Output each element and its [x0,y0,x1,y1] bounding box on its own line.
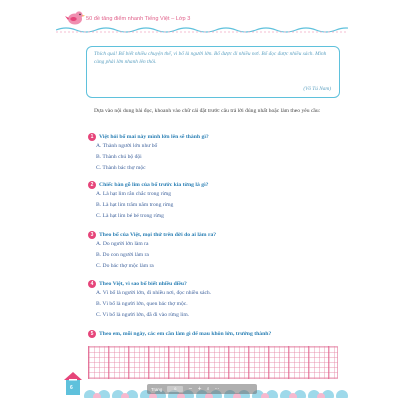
answer-option-c[interactable]: C. Vì bố là người lớn, đã đi vào rừng lim. [96,311,190,318]
answer-option-c[interactable]: C. Thành bác thợ mộc [96,164,146,171]
page-number: 6 [70,385,73,391]
header-divider [56,26,348,34]
question-text: Chiếc bàn gỗ lim của bố trước kia từng là gì? [99,181,209,188]
question-text: Theo Việt, vì sao bố biết nhiều điều? [99,280,187,287]
instruction-text: Dựa vào nội dung bài đọc, khoanh vào chữ cái đặt trước câu trả lời đúng nhất hoặc làm theo yêu cầu: [94,108,321,114]
passage-author: (Võ Tú Nam) [303,86,331,92]
answer-option-a[interactable]: A. Do người lớn làm ra [96,241,149,247]
answer-option-a[interactable]: A. Vì bố là người lớn, đi nhiều nơi, đọc nhiều sách. [96,290,212,296]
plus-icon[interactable]: + [197,385,202,392]
answer-option-b[interactable]: B. Thành chú bộ đội [96,153,142,160]
minus-icon[interactable]: − [188,385,193,392]
answer-option-a[interactable]: A. Là hạt lim rắn chắc trong rừng [96,191,172,197]
answer-option-c[interactable]: C. Do bác thợ mộc làm ra [96,262,154,269]
page-input[interactable]: 6 [167,386,183,392]
question-3 [88,230,342,271]
question-text: Theo bố của Việt, mọi thứ trên đời do ai làm ra? [99,231,217,238]
handwriting-grid-guides [88,346,338,379]
question-number: 5 [88,330,96,338]
document-viewer-toolbar [147,384,257,394]
magnifier-icon[interactable]: ⌕ [206,385,210,392]
question-number: 1 [88,133,96,141]
page-label: Trang [151,386,163,392]
question-5 [88,329,342,338]
answer-option-b[interactable]: B. Do con người làm ra [96,251,149,258]
bird-icon [64,8,86,26]
answer-option-c[interactable]: C. Là hạt lim bé bé trong rừng [96,212,164,219]
house-icon [62,370,84,396]
answer-option-a[interactable]: A. Thành người lớn như bố [96,143,158,149]
answer-option-b[interactable]: B. Là hạt lim trăm năm trong rừng [96,201,174,208]
question-number: 2 [88,181,96,189]
book-title: 50 đề tăng điểm nhanh Tiếng Việt – Lớp 3 [86,16,191,22]
document-page [56,6,348,398]
question-4 [88,279,342,320]
reading-passage-box [86,46,340,98]
question-text: Việt hỏi bố mai này mình lớn lên sẽ thành gì? [99,133,209,140]
question-number: 4 [88,280,96,288]
passage-text: Thích quá! Bố biết nhiều chuyện thế, vì bố là người lớn. Bố được đi nhiều nơi. Bố đọc được nhiều sách. Mình càng phải lớn nhanh lên thôi. [94,51,327,65]
question-1 [88,132,342,173]
question-number: 3 [88,231,96,239]
answer-option-b[interactable]: B. Vì bố là người lớn, quen bác thợ mộc. [96,300,188,307]
ellipsis-icon[interactable]: ⋯ [214,385,220,392]
question-text: Theo em, mỗi ngày, các em cần làm gì để mau khôn lớn, trưởng thành? [99,330,272,337]
page-header [56,6,348,36]
question-2 [88,180,342,221]
